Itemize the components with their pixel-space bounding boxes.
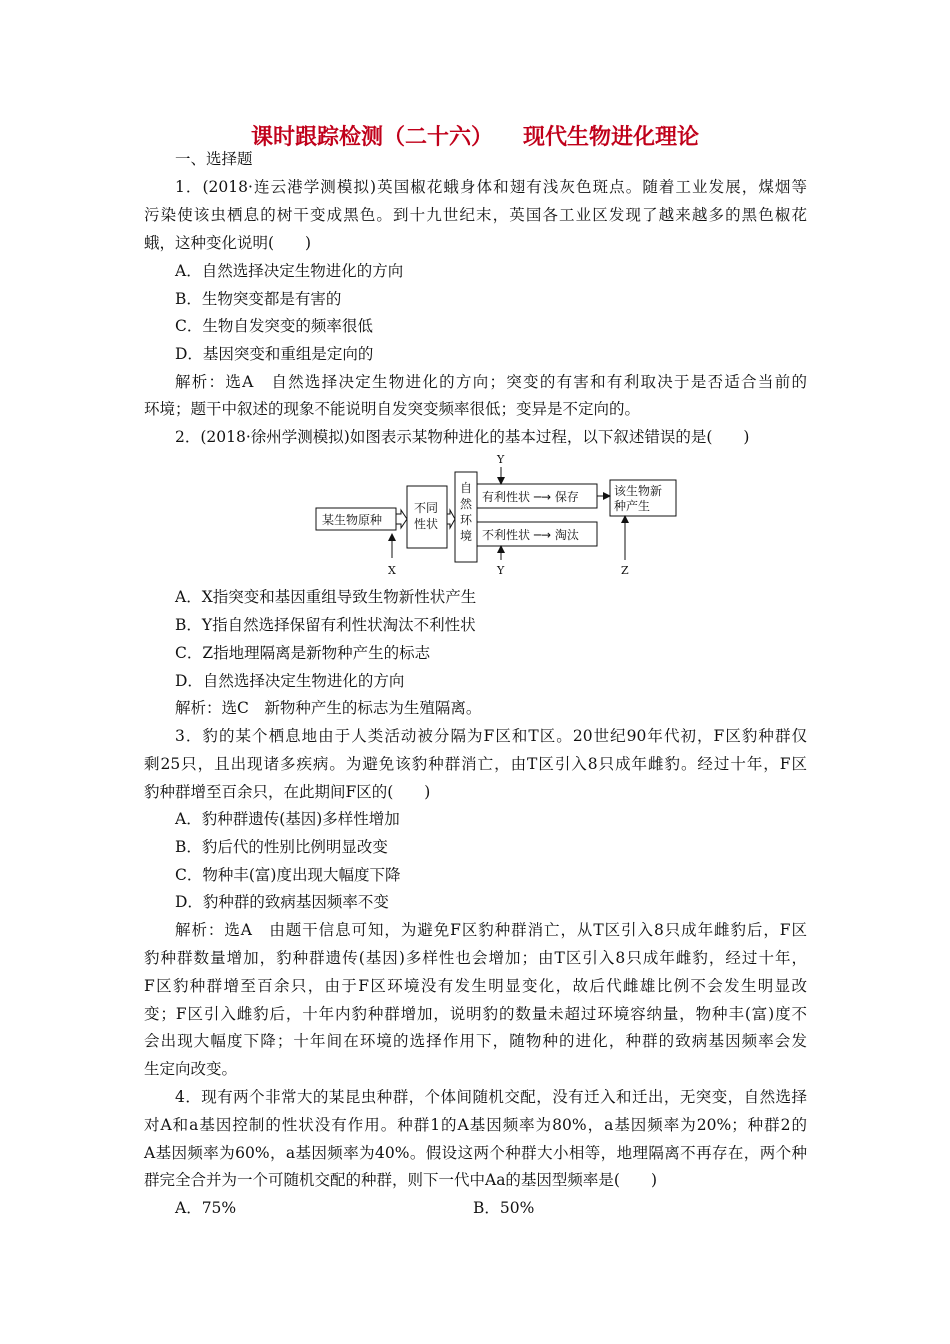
evolution-process-diagram [310,450,680,585]
new-species-label-line: 种产生 [614,499,651,513]
q4-stem-line: 4．现有两个非常大的某昆虫种群，个体间随机交配，没有迁入和迁出，无突变，自然选择 [175,1088,807,1106]
hollow-arrow-icon [447,510,455,528]
q3-stem-line: 豹种群增至百余只，在此期间F区的( ) [144,783,431,801]
y-label-top: Y [497,453,505,466]
q4-stem-line: 群完全合并为一个可随机交配的种群，则下一代中Aa的基因型频率是( ) [144,1171,658,1189]
traits-label-line: 性状 [414,517,439,531]
q3-analysis-line: 生定向改变。 [144,1060,238,1078]
z-label: Z [621,564,629,577]
q4-option-a: A．75% [175,1199,237,1217]
unfavorable-traits-label: 不利性状 ─→ 淘汰 [482,528,579,542]
q2-stem-line: 2．(2018·徐州学测模拟)如图表示某物种进化的基本过程，以下叙述错误的是( ) [175,428,750,446]
title-topic: 现代生物进化理论 [523,125,700,150]
q3-stem-line: 剩25只，且出现诸多疾病。为避免该豹种群消亡，由T区引入8只成年雌豹。经过十年，F区 [144,755,807,773]
q3-analysis-line: 豹种群数量增加，豹种群遗传(基因)多样性也会增加；由T区引入8只成年雌豹，经过十年， [144,949,807,967]
hollow-arrow-icon [396,510,407,528]
q3-analysis-line: F区豹种群增至百余只，由于F区环境没有发生明显变化，故后代雌雄比例不会发生明显改 [144,977,807,995]
q1-option-d: D．基因突变和重组是定向的 [175,345,374,363]
q2-analysis-line: 解析：选C 新物种产生的标志为生殖隔离。 [175,699,482,717]
y-label-bottom: Y [497,564,505,577]
q3-option-b: B．豹后代的性别比例明显改变 [175,838,388,856]
q1-analysis-line: 解析：选A 自然选择决定生物进化的方向；突变的有害和有利取决于是否适合当前的 [175,373,807,391]
favorable-traits-label: 有利性状 ─→ 保存 [482,490,579,504]
new-species-label-line: 该生物新 [614,484,663,498]
q1-stem-line: 1．(2018·连云港学测模拟)英国椒花蛾身体和翅有浅灰色斑点。随着工业发展，煤烟等 [175,178,807,196]
q1-option-c: C．生物自发突变的频率很低 [175,317,373,335]
q3-option-a: A．豹种群遗传(基因)多样性增加 [175,810,400,828]
q4-option-b: B．50% [473,1199,535,1217]
q2-option-b: B．Y指自然选择保留有利性状淘汰不利性状 [175,616,476,634]
q3-analysis-line: 会出现大幅度下降；十年间在环境的选择作用下，随物种的进化，种群的致病基因频率会发 [144,1032,807,1050]
q1-stem-line: 污染使该虫栖息的树干变成黑色。到十九世纪末，英国各工业区发现了越来越多的黑色椒花 [144,206,807,224]
env-label-char: 环 [460,513,473,527]
q1-stem-line: 蛾，这种变化说明( ) [144,234,312,252]
q2-option-a: A．X指突变和基因重组导致生物新性状产生 [175,588,477,606]
q3-option-c: C．物种丰(富)度出现大幅度下降 [175,866,401,884]
x-label: X [388,564,396,577]
q2-option-c: C．Z指地理隔离是新物种产生的标志 [175,644,431,662]
q1-option-a: A．自然选择决定生物进化的方向 [175,262,404,280]
q3-analysis-line: 解析：选A 由题干信息可知，为避免F区豹种群消亡，从T区引入8只成年雌豹后，F区 [175,921,807,939]
q1-option-b: B．生物突变都是有害的 [175,290,342,308]
q3-option-d: D．豹种群的致病基因频率不变 [175,893,389,911]
env-label-char: 自 [460,481,473,495]
q3-analysis-line: 变；F区引入雌豹后，十年内豹种群增加，说明豹的数量未超过环境容纳量，物种丰(富)度不 [144,1005,807,1023]
page-title [0,120,950,151]
origin-species-label: 某生物原种 [322,513,383,527]
q3-stem-line: 3．豹的某个栖息地由于人类活动被分隔为F区和T区。20世纪90年代初，F区豹种群仅 [175,727,807,745]
section-heading: 一、选择题 [175,150,253,168]
title-main: 课时跟踪检测（二十六） [250,125,493,150]
q4-stem-line: 对A和a基因控制的性状没有作用。种群1的A基因频率为80%，a基因频率为20%；种群2的 [144,1116,807,1134]
traits-label-line: 不同 [414,501,439,515]
env-label-char: 然 [460,497,473,511]
env-label-char: 境 [460,529,473,543]
q4-stem-line: A基因频率为60%，a基因频率为40%。假设这两个种群大小相等，地理隔离不再存在，两个种 [144,1144,807,1162]
q2-option-d: D．自然选择决定生物进化的方向 [175,672,405,690]
q1-analysis-line: 环境；题干中叙述的现象不能说明自发突变频率很低；变异是不定向的。 [144,400,641,418]
